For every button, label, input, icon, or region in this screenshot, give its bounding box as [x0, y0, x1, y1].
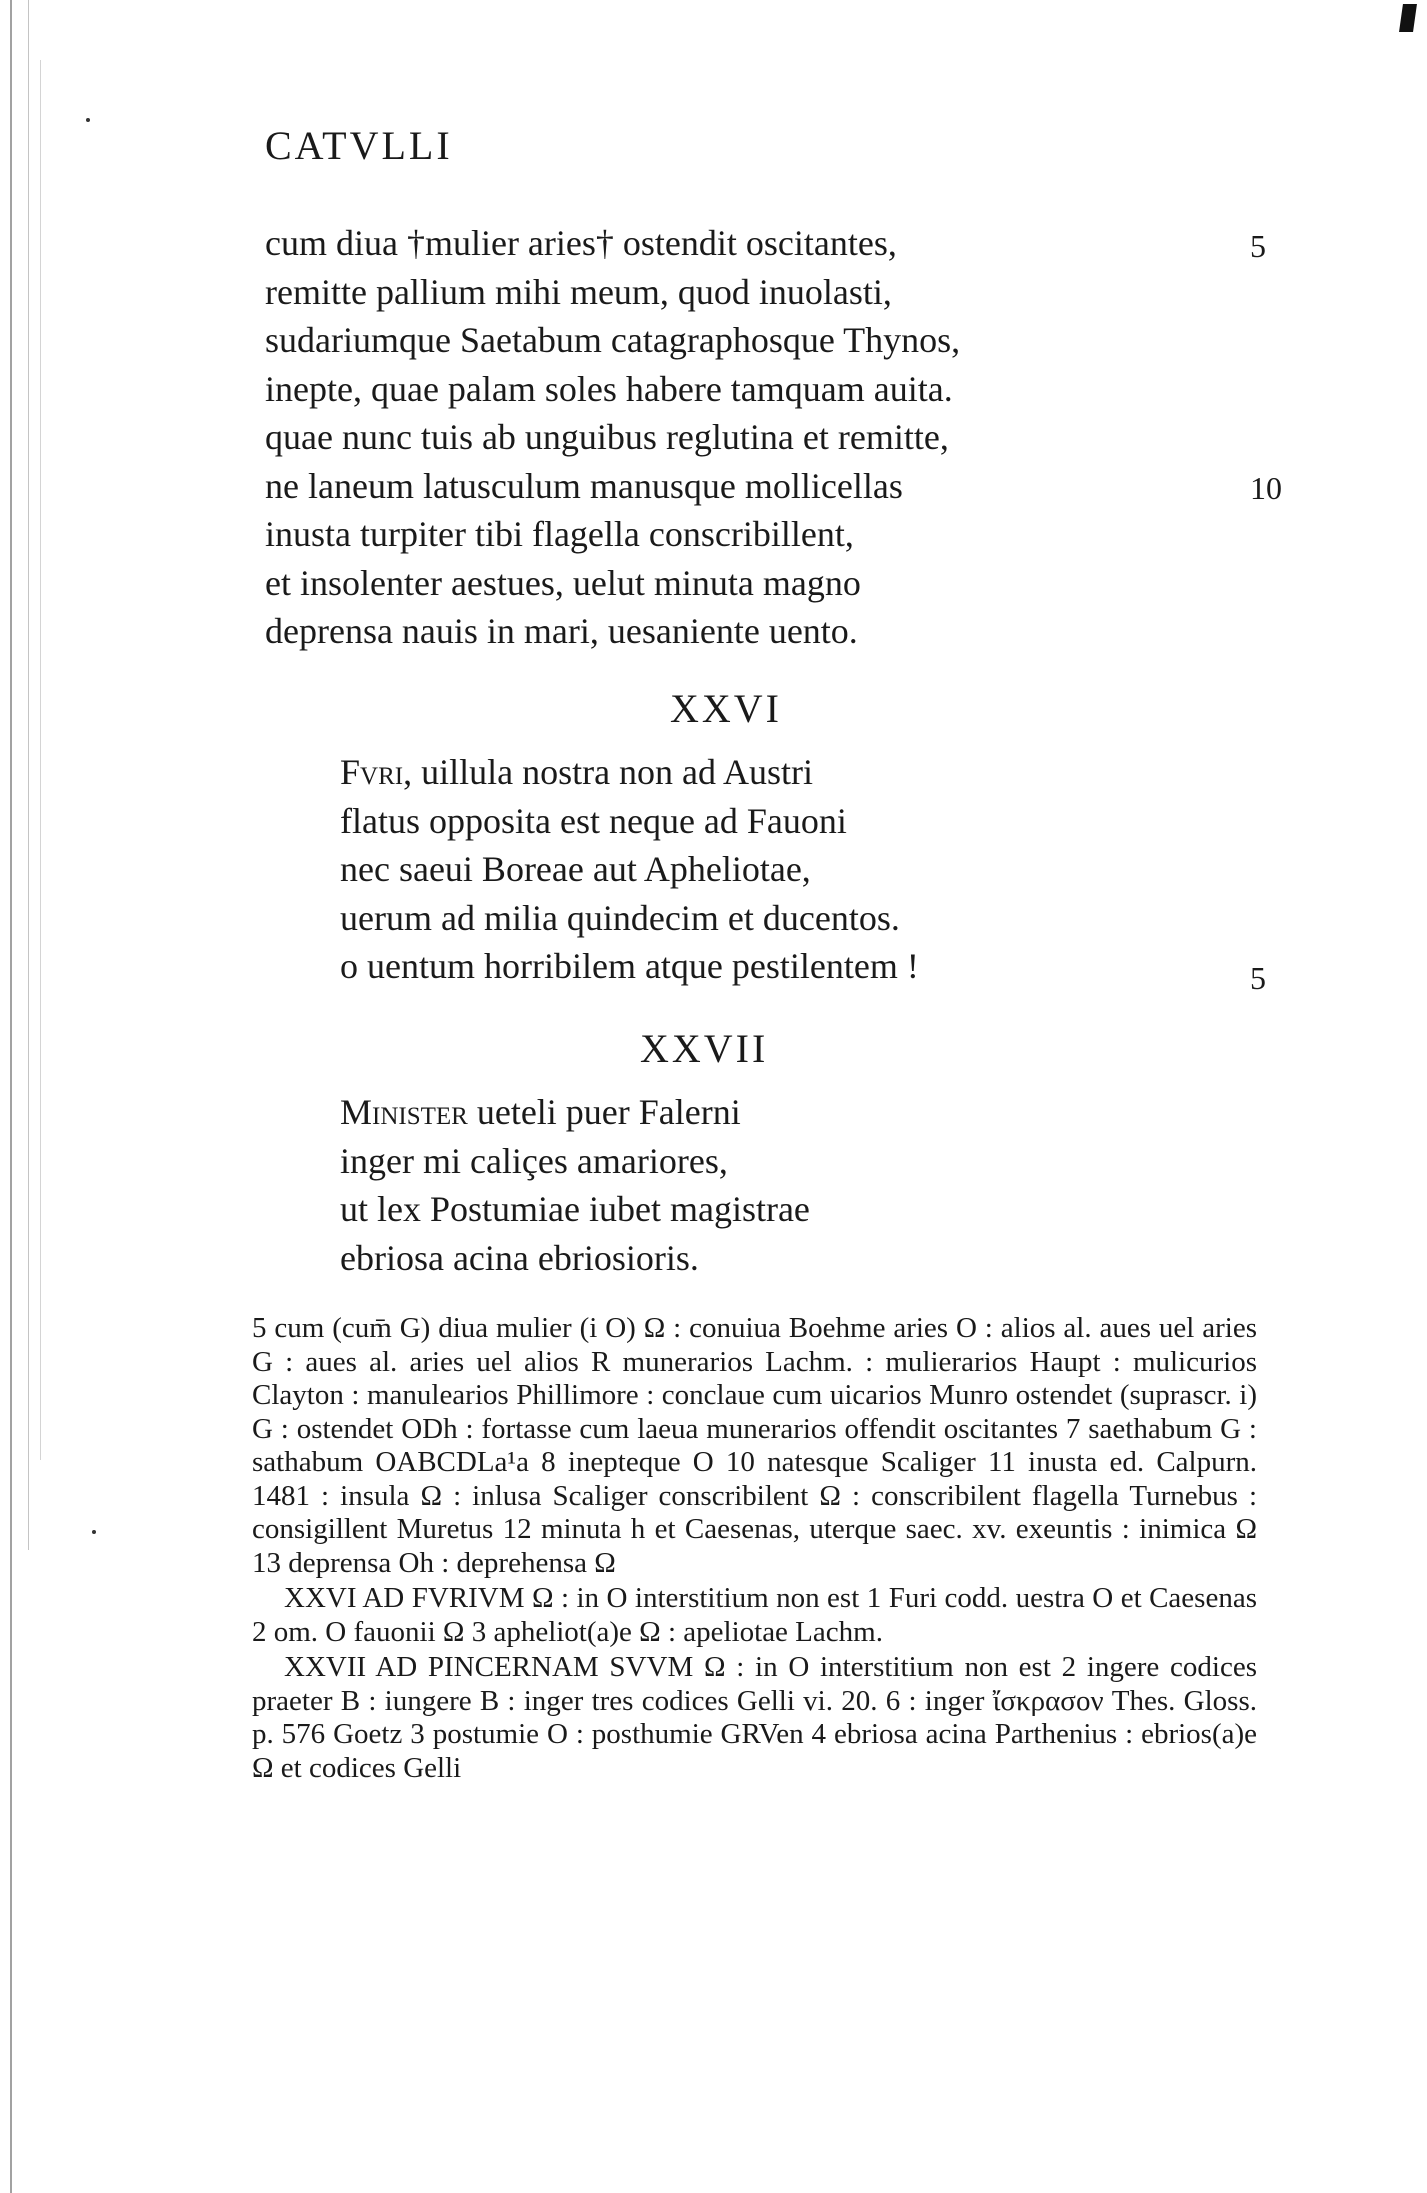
- poem-xxvi: [340, 748, 919, 991]
- poem-xxv: [265, 219, 960, 656]
- apparatus-note: XXVII AD PINCERNAM SVVM Ω : in O interstitium non est 2 ingere codices praeter B : iungere B : inger tres codices Gelli vi. 20. 6 : inger ἴσκρασον Thes. Gloss. p. 576 Goetz 3 postumie O : posthumie GRVen 4 ebriosa acina Parthenius : ebrios(a)e Ω et codices Gelli: [252, 1651, 1257, 1784]
- scan-edge-line: [10, 0, 12, 2193]
- poem-title-xxvii: XXVII: [640, 1026, 769, 1071]
- verse-line: [340, 1088, 810, 1137]
- verse-line: o uentum horribilem atque pestilentem !: [340, 946, 919, 986]
- verse-line: uerum ad milia quindecim et ducentos.: [340, 897, 900, 938]
- line-number: 5: [1250, 228, 1266, 264]
- incipit-word: Fvri,: [340, 752, 413, 792]
- page-corner-mark: [1399, 4, 1417, 32]
- verse-line: cum diua †mulier aries† ostendit oscitantes,: [265, 223, 897, 263]
- scan-edge-line: [40, 60, 41, 1460]
- scan-speck: [86, 118, 90, 122]
- verse-line: sudariumque Saetabum catagraphosque Thynos,: [265, 320, 961, 360]
- scan-speck: [92, 1530, 96, 1534]
- verse-line: deprensa nauis in mari, uesaniente uento.: [265, 611, 858, 651]
- running-head: CATVLLI: [265, 123, 453, 168]
- apparatus-note: 5 cum (cum̄ G) diua mulier (i O) Ω : conuiua Boehme aries O : alios al. aues uel aries G : aues al. aries uel alios R munerarios Lachm. : mulierarios Haupt : mulicurios Clayton : manulearios Phillimore : conclaue cum uicarios Munro ostendet (suprascr. i) G : ostendet ODh : fortasse cum laeua munerarios offendit oscitantes 7 saethabum G : sathabum OABCDLa¹a 8 inepteque O 10 natesque Scaliger 11 inusta ed. Calpurn. 1481 : insula Ω : inlusa Scaliger conscribilent Ω : conscribilent flagella Turnebus : consigillent Muretus 12 minuta h et Caesenas, uterque saec. xv. exeuntis : inimica Ω 13 deprensa Oh : deprehensa Ω: [252, 1312, 1257, 1579]
- verse-line: remitte pallium mihi meum, quod inuolasti,: [265, 271, 892, 312]
- apparatus-note: XXVI AD FVRIVM Ω : in O interstitium non est 1 Furi codd. uestra O et Caesenas 2 om. O fauonii Ω 3 apheliot(a)e Ω : apeliotae Lachm.: [252, 1582, 1257, 1648]
- verse-line-rest: uillula nostra non ad Austri: [412, 752, 814, 792]
- verse-line: ut lex Postumiae iubet magistrae: [340, 1189, 810, 1229]
- poem-xxvii: [340, 1088, 810, 1282]
- verse-line-rest: ueteli puer Falerni: [467, 1092, 741, 1132]
- verse-line: nec saeui Boreae aut Apheliotae,: [340, 849, 811, 889]
- verse-line: inepte, quae palam soles habere tamquam auita.: [265, 368, 953, 409]
- verse-line: quae nunc tuis ab unguibus reglutina et remitte,: [265, 417, 949, 457]
- verse-line: et insolenter aestues, uelut minuta magno: [265, 562, 861, 603]
- verse-line: inusta turpiter tibi flagella conscribillent,: [265, 514, 854, 554]
- verse-line: inger mi caliçes amariores,: [340, 1140, 728, 1181]
- verse-line: ne laneum latusculum manusque mollicellas: [265, 465, 903, 506]
- verse-line: flatus opposita est neque ad Fauoni: [340, 800, 847, 841]
- incipit-word: Minister: [340, 1092, 468, 1132]
- critical-apparatus: [252, 1312, 1257, 1785]
- line-number: 10: [1250, 470, 1282, 506]
- verse-line: ebriosa acina ebriosioris.: [340, 1237, 699, 1278]
- line-number: 5: [1250, 960, 1266, 996]
- poem-title-xxvi: XXVI: [670, 686, 782, 731]
- verse-line: [340, 748, 919, 797]
- scan-edge-line: [28, 0, 29, 1550]
